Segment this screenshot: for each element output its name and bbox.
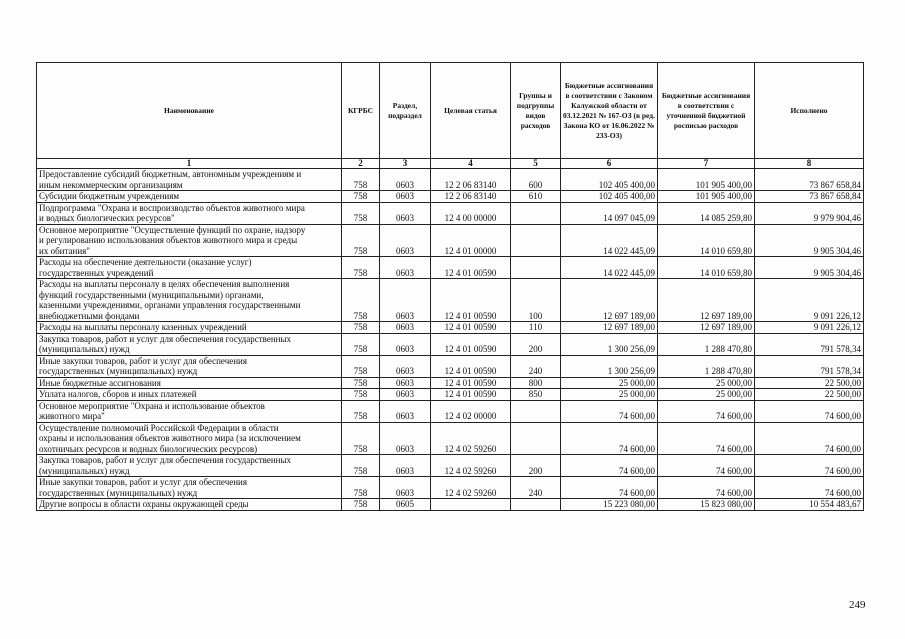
row-expense-group — [511, 499, 561, 511]
page-number: 249 — [849, 599, 866, 611]
row-name: Основное мероприятие "Осуществление функций по охране, надзору и регулированию использования объектов животного мира и среды их обитания" — [37, 224, 342, 257]
row-target-article: 12 2 06 83140 — [431, 169, 511, 191]
table-row — [37, 333, 864, 355]
row-law-amount: 1 300 256,09 — [561, 333, 658, 355]
row-section: 0603 — [380, 322, 431, 334]
column-number-row — [37, 159, 864, 169]
row-name: Закупка товаров, работ и услуг для обеспечения государственных (муниципальных) нужд — [37, 455, 342, 477]
row-kgrbs: 758 — [342, 191, 380, 203]
row-target-article: 12 4 02 59260 — [431, 422, 511, 455]
row-name: Предоставление субсидий бюджетным, автономным учреждениям и иным некоммерческим организациям — [37, 169, 342, 191]
row-schedule-amount: 74 600,00 — [658, 455, 755, 477]
row-section: 0603 — [380, 400, 431, 422]
table-row — [37, 355, 864, 377]
row-target-article: 12 4 01 00590 — [431, 355, 511, 377]
row-law-amount: 14 097 045,09 — [561, 202, 658, 224]
row-name: Субсидии бюджетным учреждениям — [37, 191, 342, 203]
row-target-article: 12 4 01 00590 — [431, 322, 511, 334]
table-row — [37, 477, 864, 499]
row-name: Подпрограмма "Охрана и воспроизводство объектов животного мира и водных биологических ресурсов" — [37, 202, 342, 224]
row-law-amount: 74 600,00 — [561, 455, 658, 477]
row-schedule-amount: 12 697 189,00 — [658, 279, 755, 322]
table-row — [37, 377, 864, 389]
header-schedule-assignments: Бюджетные ассигнования в соответствии с уточненной бюджетной росписью расходов — [658, 63, 755, 159]
row-executed-amount: 73 867 658,84 — [755, 191, 864, 203]
row-schedule-amount: 1 288 470,80 — [658, 333, 755, 355]
row-section: 0603 — [380, 279, 431, 322]
row-section: 0603 — [380, 477, 431, 499]
row-executed-amount: 9 905 304,46 — [755, 224, 864, 257]
header-section: Раздел, подраздел — [380, 63, 431, 159]
row-name: Иные закупки товаров, работ и услуг для обеспечения государственных (муниципальных) нужд — [37, 477, 342, 499]
row-name: Осуществление полномочий Российской Федерации в области охраны и использования объектов животного мира (за исключением охотничьих ресурсов и водных биологических ресурсов) — [37, 422, 342, 455]
table-row — [37, 202, 864, 224]
row-target-article: 12 2 06 83140 — [431, 191, 511, 203]
row-name: Закупка товаров, работ и услуг для обеспечения государственных (муниципальных) нужд — [37, 333, 342, 355]
row-expense-group: 240 — [511, 355, 561, 377]
row-section: 0603 — [380, 377, 431, 389]
table-row — [37, 389, 864, 401]
row-expense-group: 100 — [511, 279, 561, 322]
row-law-amount: 74 600,00 — [561, 477, 658, 499]
row-section: 0603 — [380, 191, 431, 203]
row-schedule-amount: 101 905 400,00 — [658, 169, 755, 191]
row-target-article: 12 4 00 00000 — [431, 202, 511, 224]
row-name: Иные закупки товаров, работ и услуг для обеспечения государственных (муниципальных) нужд — [37, 355, 342, 377]
row-name: Расходы на выплаты персоналу в целях обеспечения выполнения функций государственными (муниципальными) органами, казенными учреждениями, органами управления государственными внебюджетными фондами — [37, 279, 342, 322]
header-name: Наименование — [37, 63, 342, 159]
column-number: 5 — [511, 159, 561, 169]
row-target-article: 12 4 01 00590 — [431, 377, 511, 389]
row-target-article: 12 4 02 59260 — [431, 455, 511, 477]
row-schedule-amount: 25 000,00 — [658, 377, 755, 389]
row-schedule-amount: 74 600,00 — [658, 400, 755, 422]
row-target-article: 12 4 02 59260 — [431, 477, 511, 499]
row-schedule-amount: 74 600,00 — [658, 477, 755, 499]
row-kgrbs: 758 — [342, 422, 380, 455]
row-expense-group — [511, 202, 561, 224]
row-schedule-amount: 12 697 189,00 — [658, 322, 755, 334]
row-expense-group: 240 — [511, 477, 561, 499]
row-law-amount: 74 600,00 — [561, 400, 658, 422]
row-section: 0603 — [380, 422, 431, 455]
row-section: 0603 — [380, 257, 431, 279]
row-executed-amount: 9 091 226,12 — [755, 322, 864, 334]
row-executed-amount: 22 500,00 — [755, 389, 864, 401]
row-law-amount: 12 697 189,00 — [561, 322, 658, 334]
row-executed-amount: 9 979 904,46 — [755, 202, 864, 224]
row-target-article: 12 4 02 00000 — [431, 400, 511, 422]
row-law-amount: 15 223 080,00 — [561, 499, 658, 511]
row-name: Расходы на выплаты персоналу казенных учреждений — [37, 322, 342, 334]
row-law-amount: 14 022 445,09 — [561, 257, 658, 279]
row-executed-amount: 22 500,00 — [755, 377, 864, 389]
row-schedule-amount: 1 288 470,80 — [658, 355, 755, 377]
column-number: 2 — [342, 159, 380, 169]
row-expense-group: 610 — [511, 191, 561, 203]
row-expense-group: 800 — [511, 377, 561, 389]
row-section: 0603 — [380, 169, 431, 191]
row-kgrbs: 758 — [342, 377, 380, 389]
row-law-amount: 14 022 445,09 — [561, 224, 658, 257]
row-kgrbs: 758 — [342, 355, 380, 377]
row-law-amount: 74 600,00 — [561, 422, 658, 455]
header-target: Целевая статья — [431, 63, 511, 159]
column-number: 3 — [380, 159, 431, 169]
row-law-amount: 12 697 189,00 — [561, 279, 658, 322]
row-law-amount: 1 300 256,09 — [561, 355, 658, 377]
row-law-amount: 25 000,00 — [561, 389, 658, 401]
row-section: 0603 — [380, 224, 431, 257]
row-schedule-amount: 74 600,00 — [658, 422, 755, 455]
row-executed-amount: 74 600,00 — [755, 400, 864, 422]
row-kgrbs: 758 — [342, 455, 380, 477]
row-name: Иные бюджетные ассигнования — [37, 377, 342, 389]
column-number: 8 — [755, 159, 864, 169]
row-target-article: 12 4 01 00590 — [431, 279, 511, 322]
row-schedule-amount: 14 010 659,80 — [658, 257, 755, 279]
row-expense-group — [511, 422, 561, 455]
row-name: Уплата налогов, сборов и иных платежей — [37, 389, 342, 401]
table-row — [37, 279, 864, 322]
column-number: 4 — [431, 159, 511, 169]
table-row — [37, 422, 864, 455]
row-expense-group: 200 — [511, 333, 561, 355]
column-number: 6 — [561, 159, 658, 169]
row-executed-amount: 9 905 304,46 — [755, 257, 864, 279]
table-header-row — [37, 63, 864, 159]
row-kgrbs: 758 — [342, 499, 380, 511]
row-kgrbs: 758 — [342, 279, 380, 322]
table-row — [37, 224, 864, 257]
table-row — [37, 400, 864, 422]
row-kgrbs: 758 — [342, 477, 380, 499]
row-kgrbs: 758 — [342, 389, 380, 401]
row-schedule-amount: 14 085 259,80 — [658, 202, 755, 224]
table-row — [37, 257, 864, 279]
header-groups: Группы и подгруппы видов расходов — [511, 63, 561, 159]
row-law-amount: 102 405 400,00 — [561, 169, 658, 191]
row-section: 0603 — [380, 355, 431, 377]
column-number: 7 — [658, 159, 755, 169]
row-executed-amount: 73 867 658,84 — [755, 169, 864, 191]
row-section: 0605 — [380, 499, 431, 511]
row-section: 0603 — [380, 389, 431, 401]
row-target-article: 12 4 01 00590 — [431, 389, 511, 401]
row-schedule-amount: 101 905 400,00 — [658, 191, 755, 203]
row-name: Основное мероприятие "Охрана и использование объектов животного мира" — [37, 400, 342, 422]
row-kgrbs: 758 — [342, 224, 380, 257]
row-target-article: 12 4 01 00000 — [431, 224, 511, 257]
table-row — [37, 191, 864, 203]
row-name: Расходы на обеспечение деятельности (оказание услуг) государственных учреждений — [37, 257, 342, 279]
table-row — [37, 455, 864, 477]
row-expense-group: 850 — [511, 389, 561, 401]
row-name: Другие вопросы в области охраны окружающей среды — [37, 499, 342, 511]
table-row — [37, 322, 864, 334]
table-row — [37, 499, 864, 511]
row-expense-group — [511, 257, 561, 279]
row-executed-amount: 74 600,00 — [755, 477, 864, 499]
header-law-assignments: Бюджетные ассигнования в соответствии с Законом Калужской области от 03.12.2021 № 167-ОЗ (в ред. Закона КО от 16.06.2022 № 233-ОЗ) — [561, 63, 658, 159]
row-section: 0603 — [380, 455, 431, 477]
column-number: 1 — [37, 159, 342, 169]
row-kgrbs: 758 — [342, 333, 380, 355]
row-schedule-amount: 15 823 080,00 — [658, 499, 755, 511]
row-expense-group — [511, 224, 561, 257]
row-target-article: 12 4 01 00590 — [431, 333, 511, 355]
row-kgrbs: 758 — [342, 322, 380, 334]
row-executed-amount: 74 600,00 — [755, 455, 864, 477]
row-schedule-amount: 25 000,00 — [658, 389, 755, 401]
row-executed-amount: 9 091 226,12 — [755, 279, 864, 322]
table-row — [37, 169, 864, 191]
row-schedule-amount: 14 010 659,80 — [658, 224, 755, 257]
row-executed-amount: 791 578,34 — [755, 355, 864, 377]
row-kgrbs: 758 — [342, 169, 380, 191]
row-kgrbs: 758 — [342, 257, 380, 279]
row-target-article — [431, 499, 511, 511]
row-expense-group: 200 — [511, 455, 561, 477]
row-section: 0603 — [380, 333, 431, 355]
row-expense-group — [511, 400, 561, 422]
row-executed-amount: 10 554 483,67 — [755, 499, 864, 511]
row-law-amount: 25 000,00 — [561, 377, 658, 389]
row-expense-group: 600 — [511, 169, 561, 191]
row-executed-amount: 74 600,00 — [755, 422, 864, 455]
row-target-article: 12 4 01 00590 — [431, 257, 511, 279]
row-kgrbs: 758 — [342, 400, 380, 422]
row-expense-group: 110 — [511, 322, 561, 334]
budget-table — [36, 62, 864, 511]
row-section: 0603 — [380, 202, 431, 224]
row-executed-amount: 791 578,34 — [755, 333, 864, 355]
header-executed: Исполнено — [755, 63, 864, 159]
row-law-amount: 102 405 400,00 — [561, 191, 658, 203]
header-kgrbs: КГРБС — [342, 63, 380, 159]
row-kgrbs: 758 — [342, 202, 380, 224]
